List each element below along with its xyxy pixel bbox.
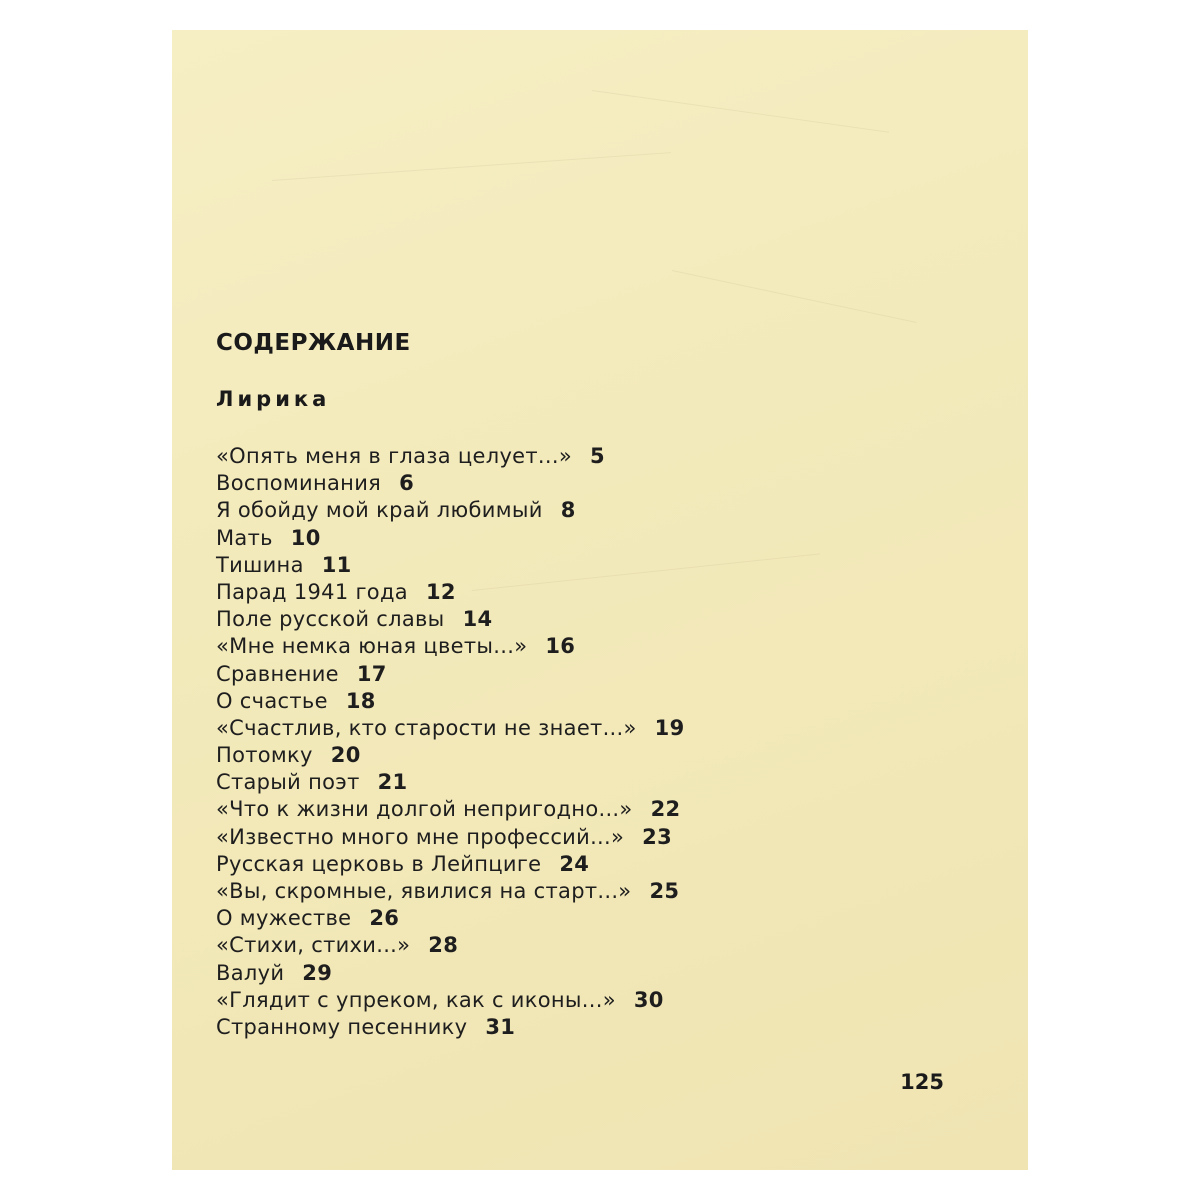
- toc-entry: [216, 960, 684, 987]
- toc-entry-page: 26: [369, 906, 400, 931]
- toc-entry-title: Я обойду мой край любимый: [216, 498, 543, 523]
- toc-entry-page: 14: [462, 607, 493, 632]
- toc-entry: [216, 633, 684, 660]
- toc-entry-page: 20: [330, 743, 361, 768]
- toc-entry-page: 22: [650, 797, 681, 822]
- toc-entry: [216, 769, 684, 796]
- toc-entry-page: 29: [302, 960, 333, 985]
- toc-entry-title: Тишина: [216, 552, 304, 577]
- paper-texture-line: [272, 152, 671, 181]
- toc-entry: [216, 905, 684, 932]
- paper-texture-line: [672, 270, 917, 323]
- toc-entry-page: 11: [321, 552, 352, 577]
- toc-entry: [216, 579, 684, 606]
- toc-entry-page: 10: [290, 525, 321, 550]
- toc-entry-title: Поле русской славы: [216, 607, 445, 632]
- toc-entry-page: 30: [633, 987, 664, 1012]
- toc-entry-title: «Стихи, стихи...»: [216, 933, 411, 958]
- toc-entry-title: Воспоминания: [216, 471, 382, 496]
- toc-entry-page: 17: [356, 661, 387, 686]
- toc-entry: [216, 606, 684, 633]
- toc-entry-title: «Опять меня в глаза целует...»: [216, 444, 573, 468]
- toc-entry: [216, 878, 684, 905]
- toc-entry-page: 25: [649, 879, 680, 903]
- toc-entry-title: Сравнение: [216, 661, 339, 686]
- toc-entry-title: «Глядит с упреком, как с иконы...»: [216, 987, 616, 1012]
- toc-entry-page: 12: [425, 579, 456, 604]
- toc-entry-title: «Вы, скромные, явилися на старт...»: [216, 879, 632, 903]
- toc-entry-title: Мать: [216, 525, 273, 550]
- toc-entry-title: О счастье: [216, 688, 328, 713]
- page-number: 125: [900, 1070, 944, 1094]
- toc-entry: [216, 715, 684, 742]
- toc-entry-title: Русская церковь в Лейпциге: [216, 851, 542, 876]
- toc-entry-page: 24: [559, 851, 590, 876]
- toc-entry-page: 18: [345, 688, 376, 713]
- toc-entry-page: 8: [560, 498, 576, 523]
- section-heading: Лирика: [216, 387, 331, 411]
- toc-entry: [216, 497, 684, 524]
- toc-entry-title: «Счастлив, кто старости не знает...»: [216, 715, 637, 740]
- toc-entry: [216, 796, 684, 823]
- book-page: [172, 30, 1028, 1170]
- toc-entry-page: 23: [642, 824, 672, 849]
- toc-entry-page: 6: [399, 471, 415, 496]
- toc-entry: [216, 443, 684, 470]
- toc-entry: [216, 525, 684, 552]
- toc-entry: [216, 932, 684, 959]
- toc-entry: [216, 661, 684, 688]
- toc-entry: [216, 987, 684, 1014]
- toc-entry-page: 28: [428, 933, 459, 958]
- toc-entry-page: 21: [377, 770, 408, 795]
- toc-entry-page: 19: [654, 715, 685, 740]
- toc-entry-title: Парад 1941 года: [216, 579, 408, 604]
- toc-entry: [216, 688, 684, 715]
- toc-list: [216, 443, 684, 1041]
- toc-entry-title: Потомку: [216, 743, 313, 768]
- toc-entry-page: 31: [485, 1014, 516, 1039]
- paper-texture-line: [592, 90, 889, 133]
- toc-entry-page: 16: [545, 634, 576, 659]
- toc-entry-page: 5: [590, 444, 605, 468]
- toc-entry-title: «Известно много мне профессий...»: [216, 824, 625, 849]
- toc-entry-title: «Что к жизни долгой непригодно...»: [216, 797, 633, 822]
- toc-entry: [216, 1014, 684, 1041]
- toc-entry-title: Валуй: [216, 960, 285, 985]
- toc-entry-title: О мужестве: [216, 906, 352, 931]
- toc-entry: [216, 552, 684, 579]
- toc-entry-title: Странному песеннику: [216, 1014, 468, 1039]
- toc-entry: [216, 824, 684, 851]
- toc-entry: [216, 851, 684, 878]
- toc-entry: [216, 742, 684, 769]
- toc-entry-title: Старый поэт: [216, 770, 360, 795]
- toc-entry: [216, 470, 684, 497]
- toc-heading: СОДЕРЖАНИЕ: [216, 330, 411, 356]
- toc-entry-title: «Мне немка юная цветы...»: [216, 634, 528, 659]
